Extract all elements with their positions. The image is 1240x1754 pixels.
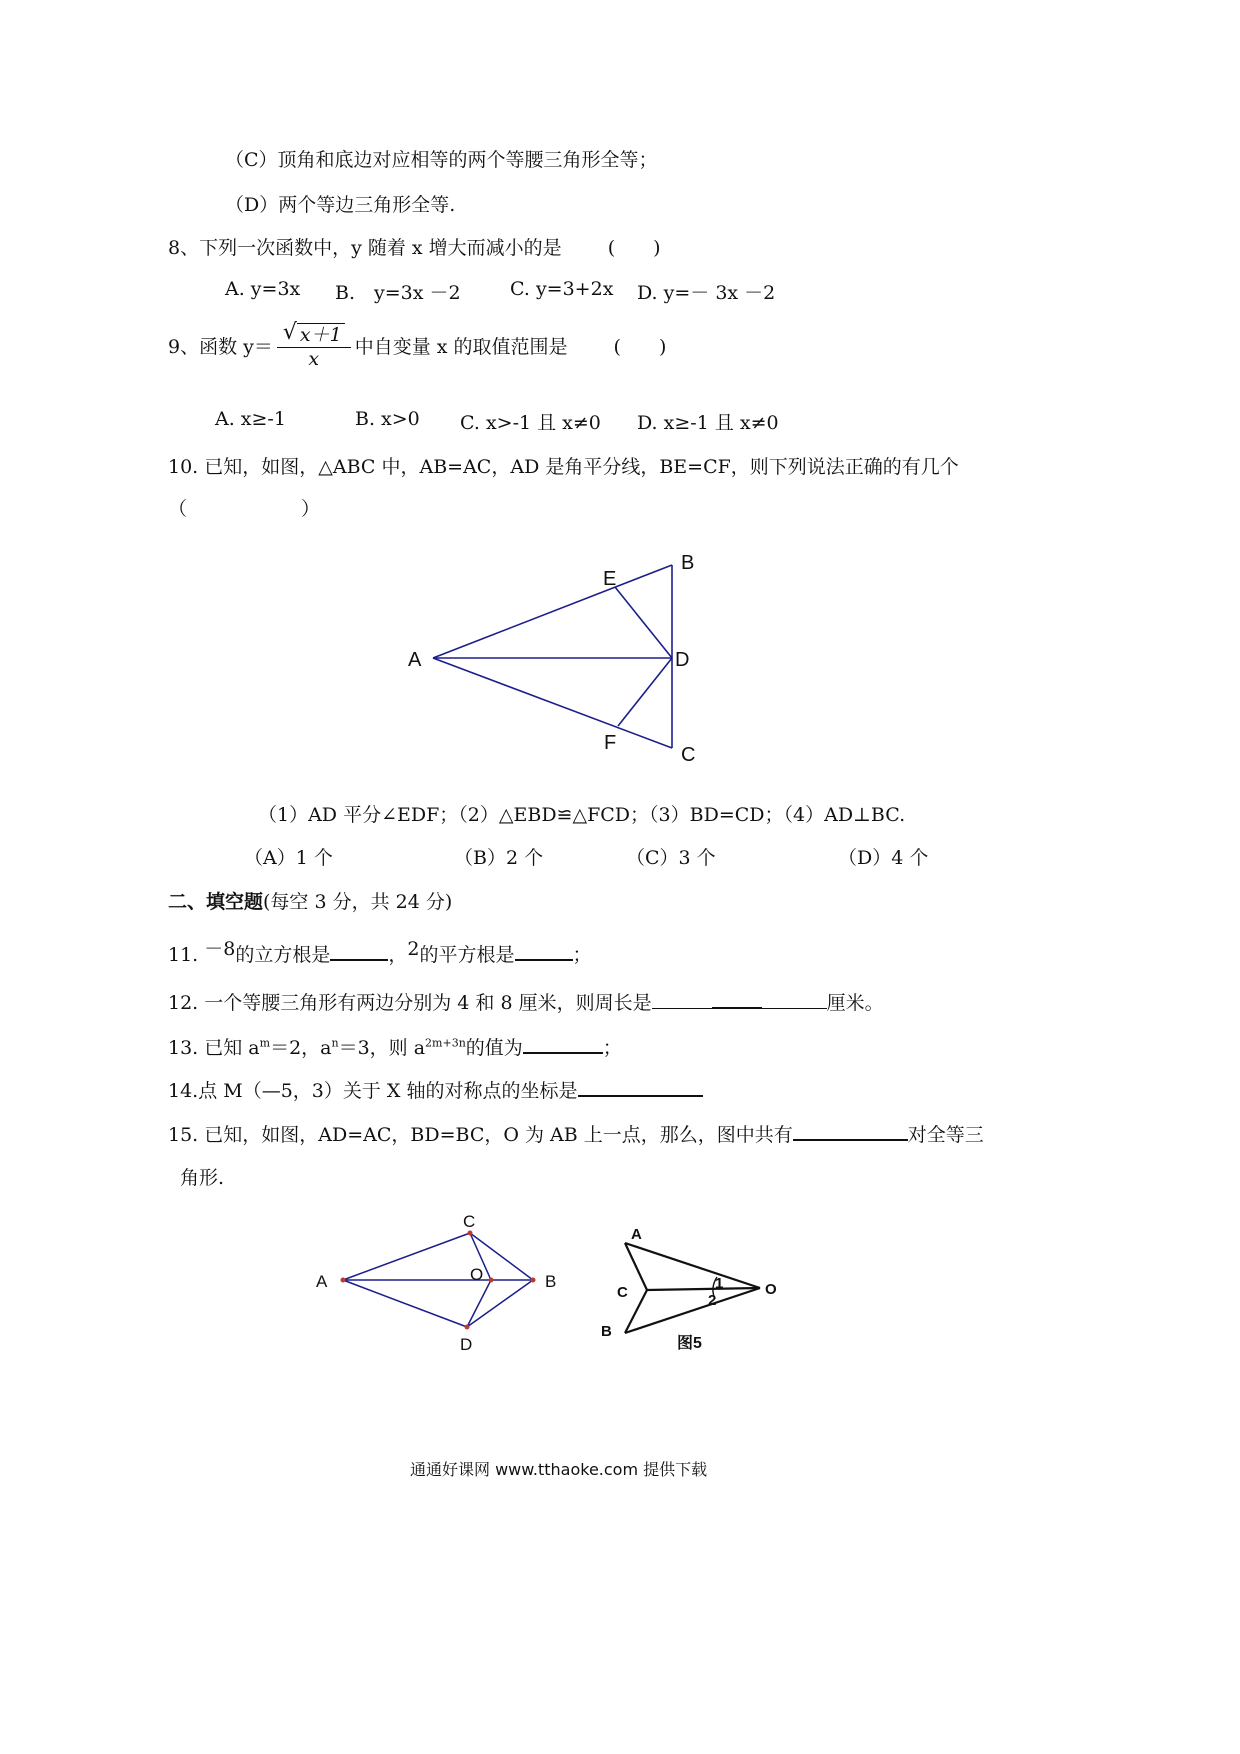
section-2-title: 二、填空题 [168, 891, 264, 913]
q11-end: ； [572, 944, 592, 966]
q13-end: ； [602, 1037, 622, 1059]
label-o: O [470, 1265, 484, 1284]
q8-stem [168, 233, 661, 260]
q8-option-b: B. y=3x －2 [335, 282, 461, 304]
label-c: C [617, 1284, 628, 1301]
q12-blank [652, 991, 827, 1009]
q13-part3: ＝3，则 a [338, 1037, 426, 1059]
label-a: A [631, 1226, 642, 1243]
q13-part1: 13. 已知 a [168, 1037, 260, 1059]
segment-ad [343, 1280, 467, 1327]
sqrt-symbol: √ x＋1 [283, 326, 345, 345]
label-c: C [681, 744, 696, 766]
q9-option-a: A. x≥-1 [215, 408, 286, 430]
q12-end: 厘米。 [826, 992, 884, 1014]
q11-value-b: 2 [407, 938, 420, 960]
q13-blank [523, 1034, 603, 1054]
q8-option-d: D. y=－ 3x －2 [637, 282, 776, 304]
q8-stem-text: 8、下列一次函数中，y 随着 x 增大而减小的是 [168, 237, 562, 259]
label-f: F [604, 732, 617, 754]
point-o [489, 1278, 494, 1283]
q10-answer-paren: （ ） [168, 498, 321, 520]
q15-end: 对全等三 [907, 1124, 984, 1146]
q9-option-c: C. x>-1 且 x≠0 [460, 412, 601, 434]
q10-option-d: （D）4 个 [838, 847, 929, 869]
segment-fd [618, 658, 672, 726]
q15-blank [793, 1121, 908, 1141]
label-c: C [463, 1212, 476, 1231]
q8-answer-paren: ( ) [607, 237, 661, 259]
q13 [168, 1033, 622, 1060]
q15-kite-figure [305, 1205, 570, 1350]
q9-answer-paren: ( ) [613, 336, 667, 358]
q14 [168, 1076, 703, 1103]
segment-do [467, 1280, 491, 1327]
q11 [168, 940, 592, 967]
label-a: A [316, 1272, 328, 1291]
q11-blank-1 [330, 941, 388, 961]
q9-suffix: 中自变量 x 的取值范围是 [354, 336, 568, 358]
q7-option-c: （C）顶角和底边对应相等的两个等腰三角形全等； [225, 149, 658, 171]
q11-text2: 的平方根是 [419, 944, 515, 966]
q10-option-a: （A）1 个 [244, 847, 333, 869]
q14-text: 14.点 M（—5，3）关于 X 轴的对称点的坐标是 [168, 1080, 578, 1102]
q11-sep: ， [388, 944, 408, 966]
q12 [168, 988, 884, 1015]
q15 [168, 1120, 984, 1147]
q10-statements: （1）AD 平分∠EDF；（2）△EBD≌△FCD；（3）BD=CD；（4）AD⊥BC. [258, 804, 906, 826]
angle-1-label: 1 [715, 1275, 724, 1292]
q11-blank-2 [515, 941, 573, 961]
segment-ed [615, 587, 672, 658]
q7-option-d: （D）两个等边三角形全等. [225, 194, 456, 216]
q9-stem [168, 320, 667, 370]
q10-option-b: （B）2 个 [454, 847, 544, 869]
angle-2-label: 2 [708, 1292, 717, 1309]
label-b: B [545, 1272, 557, 1291]
segment-co [647, 1288, 760, 1290]
q13-part4: 的值为 [465, 1037, 523, 1059]
q11-text1: 的立方根是 [235, 944, 331, 966]
segment-ao [625, 1243, 760, 1288]
q9-option-d: D. x≥-1 且 x≠0 [637, 412, 779, 434]
figure-caption: 图5 [677, 1335, 702, 1350]
q9-fraction [277, 320, 351, 370]
label-d: D [675, 649, 690, 671]
page-footer: 通通好课网 www.tthaoke.com 提供下载 [410, 1460, 708, 1479]
q10-triangle-figure [400, 545, 720, 775]
q9-prefix: 9、函数 y＝ [168, 336, 273, 358]
q8-option-a: A. y=3x [225, 278, 301, 300]
label-d: D [460, 1335, 473, 1350]
point-d [465, 1325, 470, 1330]
q9-numerator: x＋1 [297, 323, 345, 346]
segment-ab [433, 565, 672, 658]
label-e: E [603, 568, 617, 590]
q13-sup-m: m [259, 1036, 271, 1050]
point-c [468, 1231, 473, 1236]
q15-text: 15. 已知，如图，AD=AC，BD=BC，O 为 AB 上一点，那么，图中共有 [168, 1124, 793, 1146]
label-a: A [408, 649, 422, 671]
q10-stem: 10. 已知，如图，△ABC 中，AB=AC，AD 是角平分线，BE=CF，则下列说法正确的有几个 [168, 456, 959, 478]
section-2-note: (每空 3 分，共 24 分) [263, 891, 453, 913]
label-b: B [601, 1323, 612, 1340]
q11-number: 11. [168, 944, 199, 966]
section-2-heading [168, 887, 452, 914]
q9-denominator: x [308, 348, 320, 370]
point-b [531, 1278, 536, 1283]
point-a [341, 1278, 346, 1283]
q8-option-c: C. y=3+2x [510, 278, 614, 300]
q13-part2: ＝2，a [270, 1037, 332, 1059]
q13-sup-n: n [331, 1036, 339, 1050]
label-o: O [765, 1281, 777, 1298]
q14-blank [578, 1077, 703, 1097]
q12-text: 12. 一个等腰三角形有两边分别为 4 和 8 厘米，则周长是 [168, 992, 652, 1014]
q11-value-a: －8 [204, 938, 236, 960]
figure-5 [595, 1215, 790, 1350]
segment-db [467, 1280, 533, 1327]
q9-option-b: B. x>0 [355, 408, 420, 430]
segment-ac [343, 1233, 470, 1280]
label-b: B [681, 552, 695, 574]
q10-option-c: （C）3 个 [626, 847, 716, 869]
q15-continuation: 角形. [180, 1167, 225, 1189]
q13-sup-exp: 2m+3n [425, 1036, 466, 1050]
